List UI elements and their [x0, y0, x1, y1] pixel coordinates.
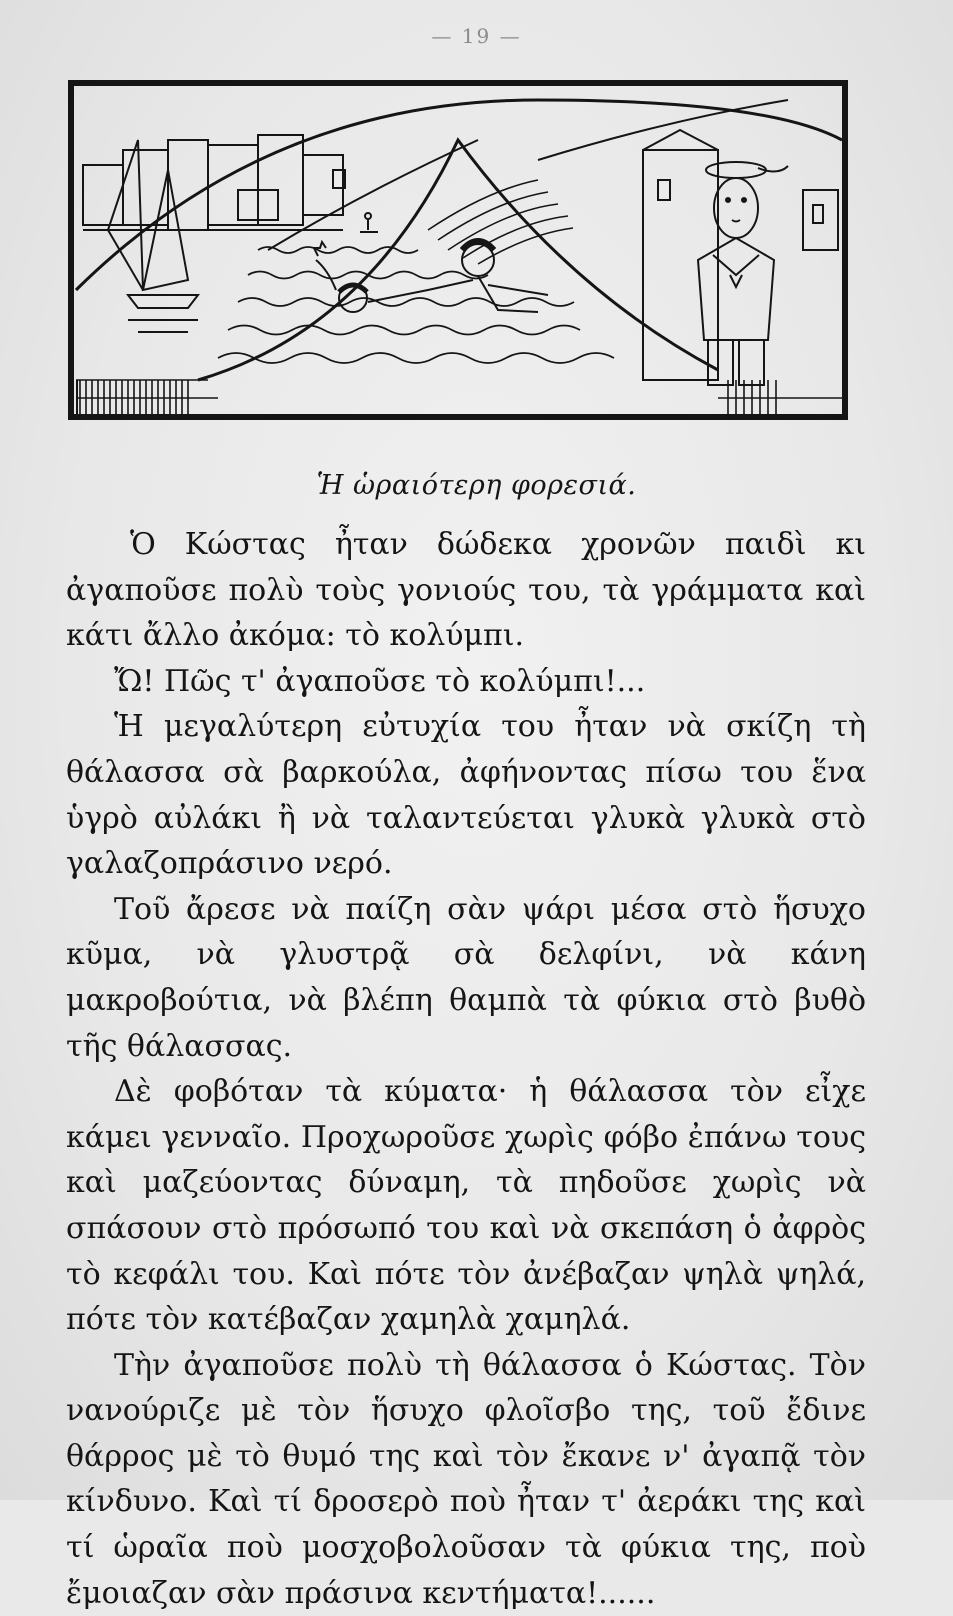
paragraph: Ὤ! Πῶς τ' ἀγαποῦσε τὸ κολύμπι!...: [114, 663, 646, 699]
sailboats: [108, 140, 198, 332]
story-text: [66, 522, 866, 1616]
paragraph: Τὴν ἀγαποῦσε πολὺ τὴ θάλασσα ὁ Κώστας. Τὸν νανούριζε μὲ τὸν ἥσυχο φλοῖσβο της, τοῦ ἔδινε θάρρος μὲ τὸ θυμό της καὶ τὸν ἔκανε ν' ἀγαπᾷ τὸν κίνδυνο. Καὶ τί δροσερὸ ποὺ ἦταν τ' ἀεράκι της καὶ τί ὡραῖα ποὺ μοσχοβολοῦσαν τὰ φύκια της, ποὺ ἔμοιαζαν σὰν πράσινα κεντήματα!......: [66, 1347, 866, 1611]
paragraph: Ἡ μεγαλύτερη εὐτυχία του ἦταν νὰ σκίζη τὴ θάλασσα σὰ βαρκούλα, ἀφήνοντας πίσω του ἕνα ὑγρὸ αὐλάκι ἢ νὰ ταλαντεύεται γλυκὰ γλυκὰ στὸ γαλαζοπράσινο νερό.: [66, 709, 866, 882]
paragraph: Δὲ φοβόταν τὰ κύματα· ἡ θάλασσα τὸν εἶχε κάμει γενναῖο. Προχωροῦσε χωρὶς φόβο ἐπάνω τους καὶ μαζεύοντας δύναμη, τὰ πηδοῦσε χωρὶς νὰ σπάσουν στὸ πρόσωπό του καὶ νὰ σκεπάση ὁ ἀφρὸς τὸ κεφάλι του. Καὶ πότε τὸν ἀνέβαζαν ψηλὰ ψηλά, πότε τὸν κατέβαζαν χαμηλὰ χαμηλά.: [66, 1074, 866, 1338]
paragraph: Τοῦ ἄρεσε νὰ παίζη σὰν ψάρι μέσα στὸ ἥσυχο κῦμα, νὰ γλυστρᾷ σὰ δελφίνι, νὰ κάνη μακροβούτια, νὰ βλέπη θαμπὰ τὰ φύκια στὸ βυθὸ τῆς θάλασσας.: [66, 891, 866, 1064]
paragraph: Ὁ Κώστας ἦταν δώδεκα χρονῶν παιδὶ κι ἀγαποῦσε πολὺ τοὺς γονιούς του, τὰ γράμματα καὶ κάτι ἄλλο ἀκόμα: τὸ κολύμπι.: [66, 527, 866, 654]
quay-hatching: [76, 380, 218, 414]
swimming-boys-harbor-illustration: [68, 80, 848, 420]
chapter-title: Ἡ ὡραιότερη φορεσιά.: [316, 470, 637, 501]
illustration-frame: [71, 83, 845, 417]
page-number: — 19 —: [431, 24, 522, 48]
sailor-boy: [698, 162, 788, 385]
distant-boat: [360, 213, 378, 232]
